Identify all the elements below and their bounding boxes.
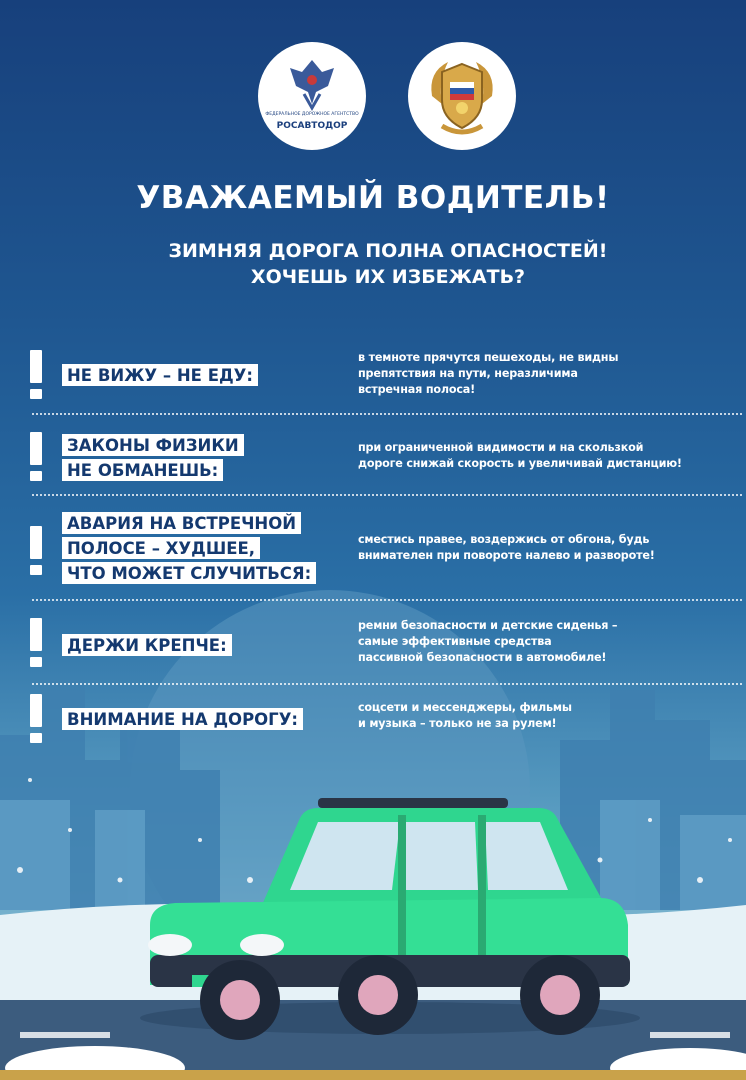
tip-label-line: ДЕРЖИ КРЕПЧЕ: — [62, 634, 232, 656]
tip-label — [62, 512, 316, 587]
tip-description-line: при ограниченной видимости и на скользкой — [358, 441, 644, 454]
tip-description — [358, 440, 730, 472]
page-title: УВАЖАЕМЫЙ ВОДИТЕЛЬ! — [136, 180, 610, 216]
tip-description-line: препятствия на пути, неразличима — [358, 367, 578, 380]
tip-label — [62, 634, 232, 659]
dotted-divider — [32, 683, 742, 685]
tip-description — [358, 350, 730, 398]
tip-description-line: пассивной безопасности в автомобиле! — [358, 651, 607, 664]
tip-description-line: встречная полоса! — [358, 383, 476, 396]
subtitle-line-2: ХОЧЕШЬ ИХ ИЗБЕЖАТЬ? — [250, 266, 526, 288]
subtitle-line-1: ЗИМНЯЯ ДОРОГА ПОЛНА ОПАСНОСТЕЙ! — [168, 240, 608, 262]
logo-agency-name: РОСАВТОДОР — [276, 121, 348, 131]
tip-description — [358, 618, 730, 666]
bottom-accent-strip — [0, 1070, 746, 1080]
tip-description-line: ремни безопасности и детские сиденья – — [358, 619, 618, 632]
tip-label-line: ПОЛОСЕ – ХУДШЕЕ, — [62, 537, 260, 559]
tip-description-line: внимателен при повороте налево и развороте! — [358, 549, 655, 562]
tip-label — [62, 708, 303, 733]
tip-description-line: сместись правее, воздержись от обгона, будь — [358, 533, 650, 546]
tip-label-line: ВНИМАНИЕ НА ДОРОГУ: — [62, 708, 303, 730]
tip-label-line: НЕ ОБМАНЕШЬ: — [62, 459, 223, 481]
traffic-police-logo — [408, 42, 516, 150]
tip-description-line: в темноте прячутся пешеходы, не видны — [358, 351, 619, 364]
tip-label-line: ЧТО МОЖЕТ СЛУЧИТЬСЯ: — [62, 562, 316, 584]
tip-description-line: дороге снижай скорость и увеличивай дистанцию! — [358, 457, 682, 470]
traffic-police-emblem-icon — [408, 42, 516, 150]
tip-description — [358, 532, 730, 564]
tip-label — [62, 434, 244, 484]
dotted-divider — [32, 599, 742, 601]
dotted-divider — [32, 494, 742, 496]
tip-description-line: соцсети и мессенджеры, фильмы — [358, 701, 572, 714]
dotted-divider — [32, 413, 742, 415]
tip-description — [358, 700, 730, 732]
eagle-emblem-icon — [258, 42, 366, 150]
tip-label-line: НЕ ВИЖУ – НЕ ЕДУ: — [62, 364, 258, 386]
tip-label-line: АВАРИЯ НА ВСТРЕЧНОЙ — [62, 512, 301, 534]
tip-description-line: и музыка – только не за рулем! — [358, 717, 557, 730]
tip-description-line: самые эффективные средства — [358, 635, 552, 648]
tip-label — [62, 364, 258, 389]
rosavtodor-logo — [258, 42, 366, 150]
tip-label-line: ЗАКОНЫ ФИЗИКИ — [62, 434, 244, 456]
logo-agency-caption: ФЕДЕРАЛЬНОЕ ДОРОЖНОЕ АГЕНТСТВО — [265, 112, 359, 117]
